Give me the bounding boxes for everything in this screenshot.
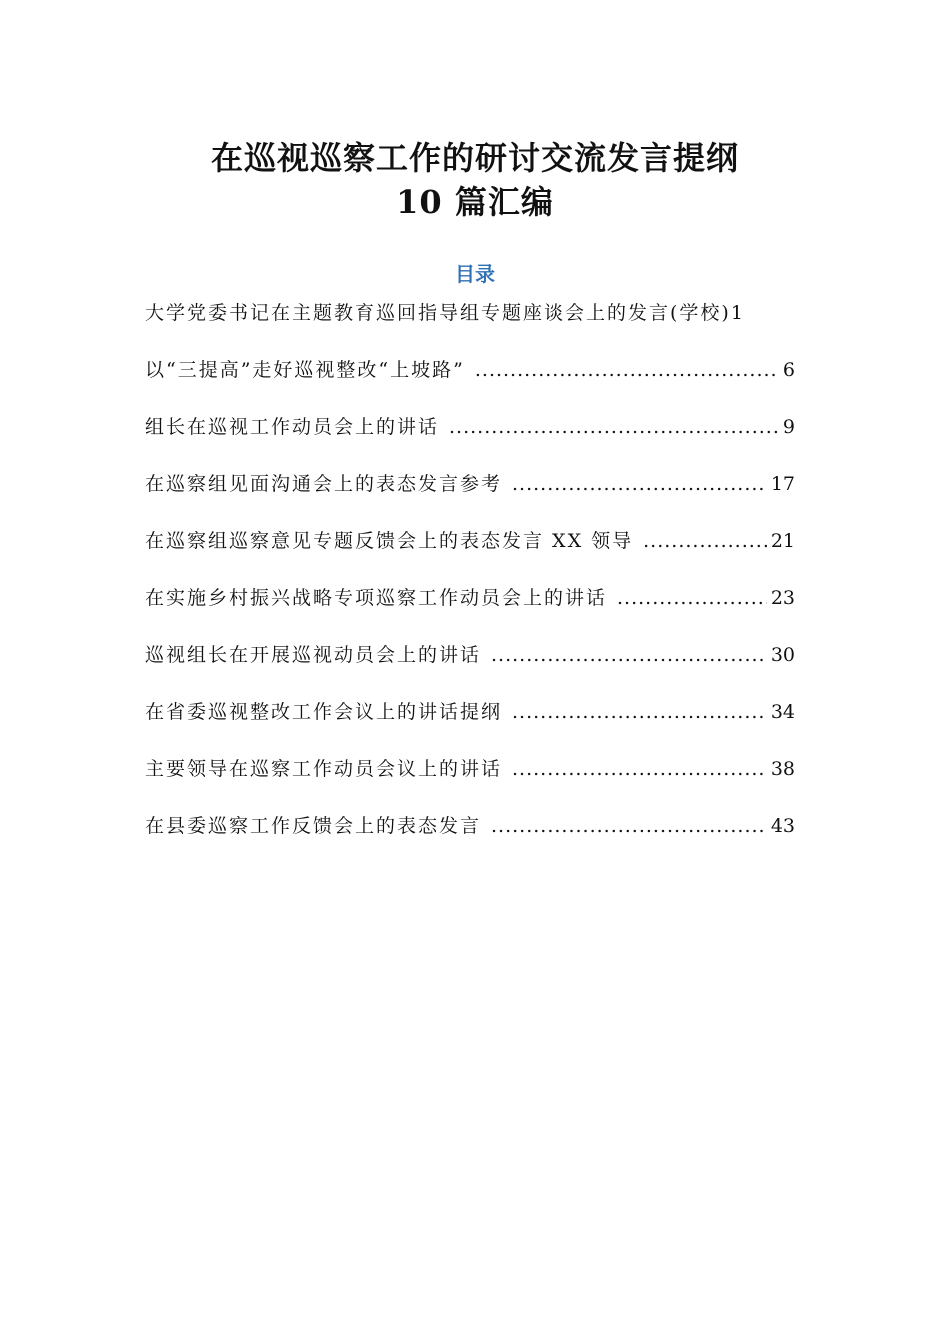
toc-entry[interactable]: [145, 640, 795, 697]
toc-entry-page: 9: [782, 416, 795, 438]
toc-leader-dots: [643, 526, 767, 556]
toc-entry[interactable]: [145, 811, 795, 868]
toc-entry-title: 大学党委书记在主题教育巡回指导组专题座谈会上的发言(学校): [145, 302, 731, 324]
toc-entry-title: 组长在巡视工作动员会上的讲话: [145, 416, 440, 438]
toc-entry[interactable]: [145, 298, 795, 355]
toc-entry-title: 以“三提高”走好巡视整改“上坡路”: [145, 359, 465, 381]
document-subtitle: 10 篇汇编: [396, 183, 554, 221]
toc-entry[interactable]: [145, 754, 795, 811]
toc-entry-title: 巡视组长在开展巡视动员会上的讲话: [145, 644, 482, 666]
toc-entry-title: 在巡察组见面沟通会上的表态发言参考: [145, 473, 503, 495]
toc-entry-page: 1: [730, 302, 743, 324]
toc-entry-page: 30: [770, 644, 795, 666]
toc-leader-dots: [617, 583, 767, 613]
toc-leader-dots: [512, 697, 767, 727]
toc-entry[interactable]: [145, 526, 795, 583]
toc-entry[interactable]: [145, 469, 795, 526]
toc-entry[interactable]: [145, 583, 795, 640]
toc-entry-page: 38: [770, 758, 795, 780]
toc-entry[interactable]: [145, 412, 795, 469]
toc-entry-page: 21: [770, 530, 795, 552]
toc-entry-title: 主要领导在巡察工作动员会议上的讲话: [145, 758, 503, 780]
toc-entry-page: 34: [770, 701, 795, 723]
toc-leader-dots: [475, 355, 779, 385]
toc-entry-title: 在巡察组巡察意见专题反馈会上的表态发言 XX 领导: [145, 530, 634, 552]
toc-entry-title: 在省委巡视整改工作会议上的讲话提纲: [145, 701, 503, 723]
toc-entry-page: 43: [770, 815, 795, 837]
toc-entry-page: 17: [770, 473, 795, 495]
toc-entry-page: 23: [770, 587, 795, 609]
toc-entry-title: 在实施乡村振兴战略专项巡察工作动员会上的讲话: [145, 587, 608, 609]
toc-entry[interactable]: [145, 355, 795, 412]
toc-leader-dots: [512, 469, 767, 499]
toc-entry-page: 6: [782, 359, 795, 381]
toc-leader-dots: [512, 754, 767, 784]
toc-leader-dots: [491, 640, 767, 670]
toc-entry-title: 在县委巡察工作反馈会上的表态发言: [145, 815, 482, 837]
toc-leader-dots: [449, 412, 779, 442]
table-of-contents: [145, 298, 795, 868]
toc-heading: 目录: [455, 262, 495, 286]
toc-entry[interactable]: [145, 697, 795, 754]
document-title: 在巡视巡察工作的研讨交流发言提纲: [210, 139, 739, 177]
toc-leader-dots: [491, 811, 767, 841]
